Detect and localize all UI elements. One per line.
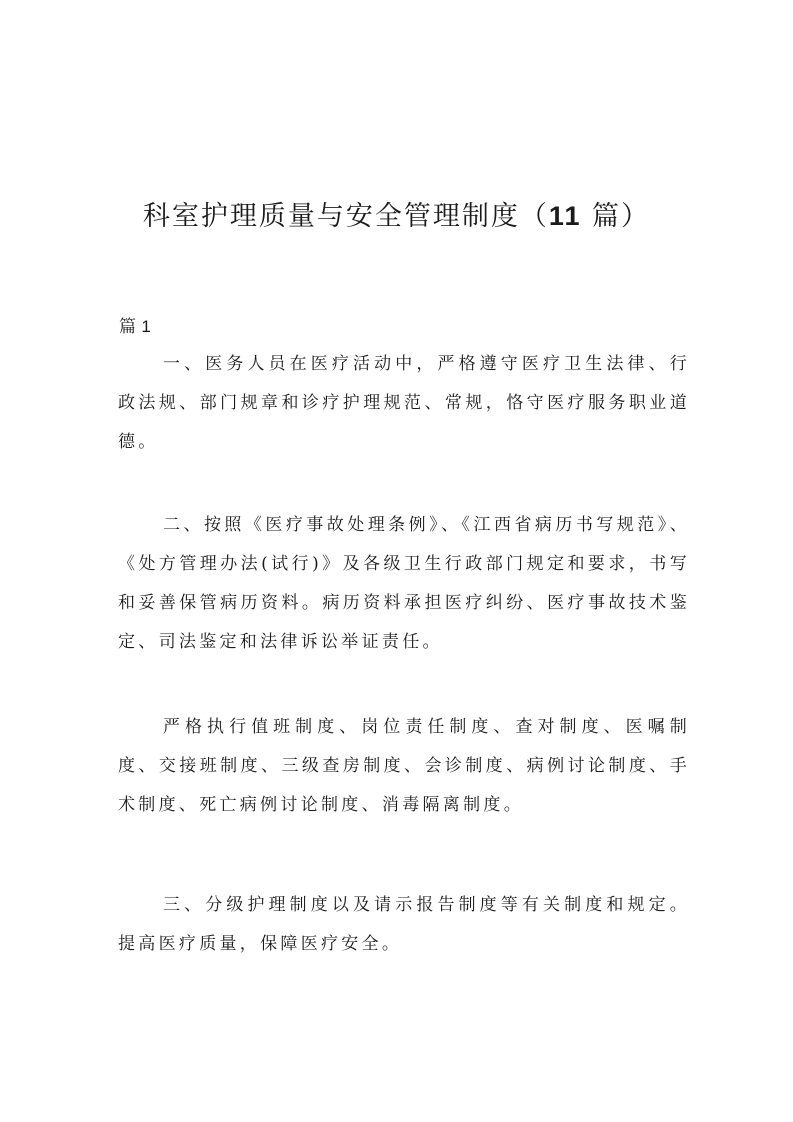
paragraph-4: 三、分级护理制度以及请示报告制度等有关制度和规定。提高医疗质量，保障医疗安全。 — [118, 895, 690, 954]
title-main: 科室护理质量与安全管理制度（ — [142, 201, 549, 232]
paragraph-1: 一、医务人员在医疗活动中，严格遵守医疗卫生法律、行政法规、部门规章和诊疗护理规范、常规，恪守医疗服务职业道德。 — [118, 354, 690, 452]
section-label-number: 1 — [141, 317, 151, 336]
section-label — [119, 315, 151, 339]
title-count: 11 — [548, 201, 582, 231]
paragraph-2: 二、按照《医疗事故处理条例》、《江西省病历书写规范》、《处方管理办法(试行)》及各级卫生行政部门规定和要求，书写和妥善保管病历资料。病历资料承担医疗纠纷、医疗事故技术鉴定、司法鉴定和法律诉讼举证责任。 — [118, 515, 690, 652]
title-tail: 篇） — [581, 201, 651, 232]
section-label-prefix: 篇 — [119, 317, 142, 337]
paragraph-3: 严格执行值班制度、岗位责任制度、查对制度、医嘱制度、交接班制度、三级查房制度、会诊制度、病例讨论制度、手术制度、死亡病例讨论制度、消毒隔离制度。 — [118, 717, 690, 815]
document-title — [0, 196, 793, 237]
